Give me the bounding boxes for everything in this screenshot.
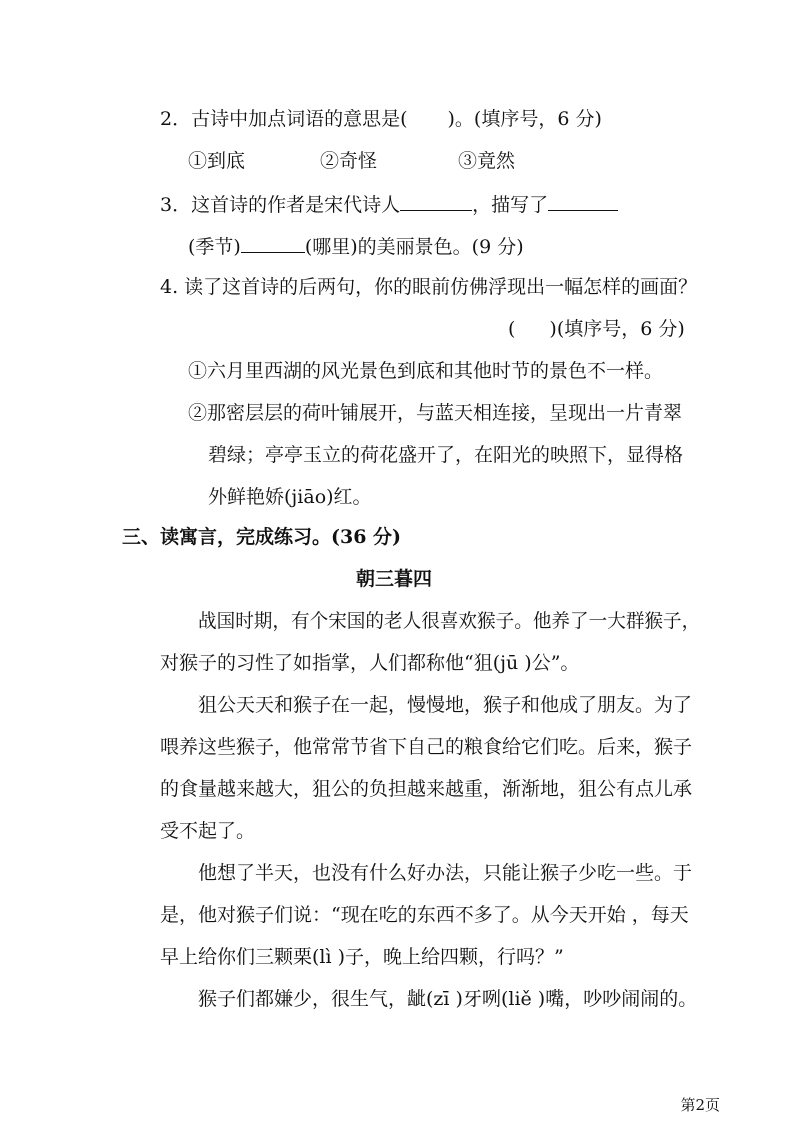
answer-blank	[241, 232, 305, 253]
paragraph-line: 的食量越来越大，狙公的负担越来越重，渐渐地，狙公有点儿承	[160, 778, 693, 800]
paragraph-line: 对猴子的习性了如指掌，人们都称他“狙(jū )公”。	[160, 652, 580, 674]
question-3-line-2	[188, 232, 524, 260]
paragraph-line: 战国时期，有个宋国的老人很喜欢猴子。他养了一大群猴子，	[198, 610, 701, 632]
question-3-part-1: 3．这首诗的作者是宋代诗人	[160, 194, 401, 216]
story-title: 朝三暮四	[356, 568, 433, 590]
paragraph-line: 喂养这些猴子，他常常节省下自己的粮食给它们吃。后来，猴子	[160, 736, 693, 758]
question-4-answer-line	[508, 316, 685, 342]
section-3-heading: 三、读寓言，完成练习。(36 分)	[122, 526, 402, 548]
paragraph-line: 他想了半天，也没有什么好办法，只能让猴子少吃一些。于	[198, 862, 693, 884]
question-4-answer-suffix: )(填序号，6 分)	[549, 318, 685, 340]
question-4-option-2-line-2: 碧绿；亭亭玉立的荷花盛开了，在阳光的映照下，显得格	[208, 444, 684, 466]
question-3-part-2: ，描写了	[472, 194, 549, 216]
answer-blank	[400, 190, 472, 211]
paragraph-line: 早上给你们三颗栗(lì )子，晚上给四颗，行吗？”	[160, 946, 564, 968]
paragraph-line: 狙公天天和猴子在一起，慢慢地，猴子和他成了朋友。为了	[198, 694, 693, 716]
paragraph-line: 是，他对猴子们说：“现在吃的东西不多了。从今天开始 ，每天	[160, 904, 689, 926]
question-2-stem	[160, 106, 602, 132]
paragraph-line: 猴子们都嫌少，很生气，龇(zī )牙咧(liě )嘴，吵吵闹闹的。	[198, 988, 698, 1010]
answer-blank	[548, 190, 618, 211]
question-4-option-1: ①六月里西湖的风光景色到底和其他时节的景色不一样。	[188, 360, 664, 382]
page-number: 第2页	[680, 1096, 720, 1114]
question-4-answer-prefix: (	[508, 318, 516, 340]
question-2-option-2: ②奇怪	[320, 150, 378, 172]
question-2-option-1: ①到底	[188, 150, 246, 172]
paragraph-line: 受不起了。	[160, 820, 256, 842]
question-2-option-3: ③竟然	[458, 150, 516, 172]
question-3-part-3: (季节)	[188, 236, 241, 258]
question-4-stem: 4. 读了这首诗的后两句，你的眼前仿佛浮现出一幅怎样的画面？	[160, 276, 698, 298]
question-3-line-1	[160, 190, 618, 218]
question-2-stem-after: )。(填序号，6 分)	[447, 108, 602, 130]
question-4-option-2-line-1: ②那密层层的荷叶铺展开，与蓝天相连接，呈现出一片青翠	[188, 402, 683, 424]
question-3-part-4: (哪里)的美丽景色。(9 分)	[304, 236, 524, 258]
question-2-stem-before: 2．古诗中加点词语的意思是(	[160, 108, 408, 130]
question-4-option-2-line-3: 外鲜艳娇(jiāo)红。	[208, 486, 372, 508]
